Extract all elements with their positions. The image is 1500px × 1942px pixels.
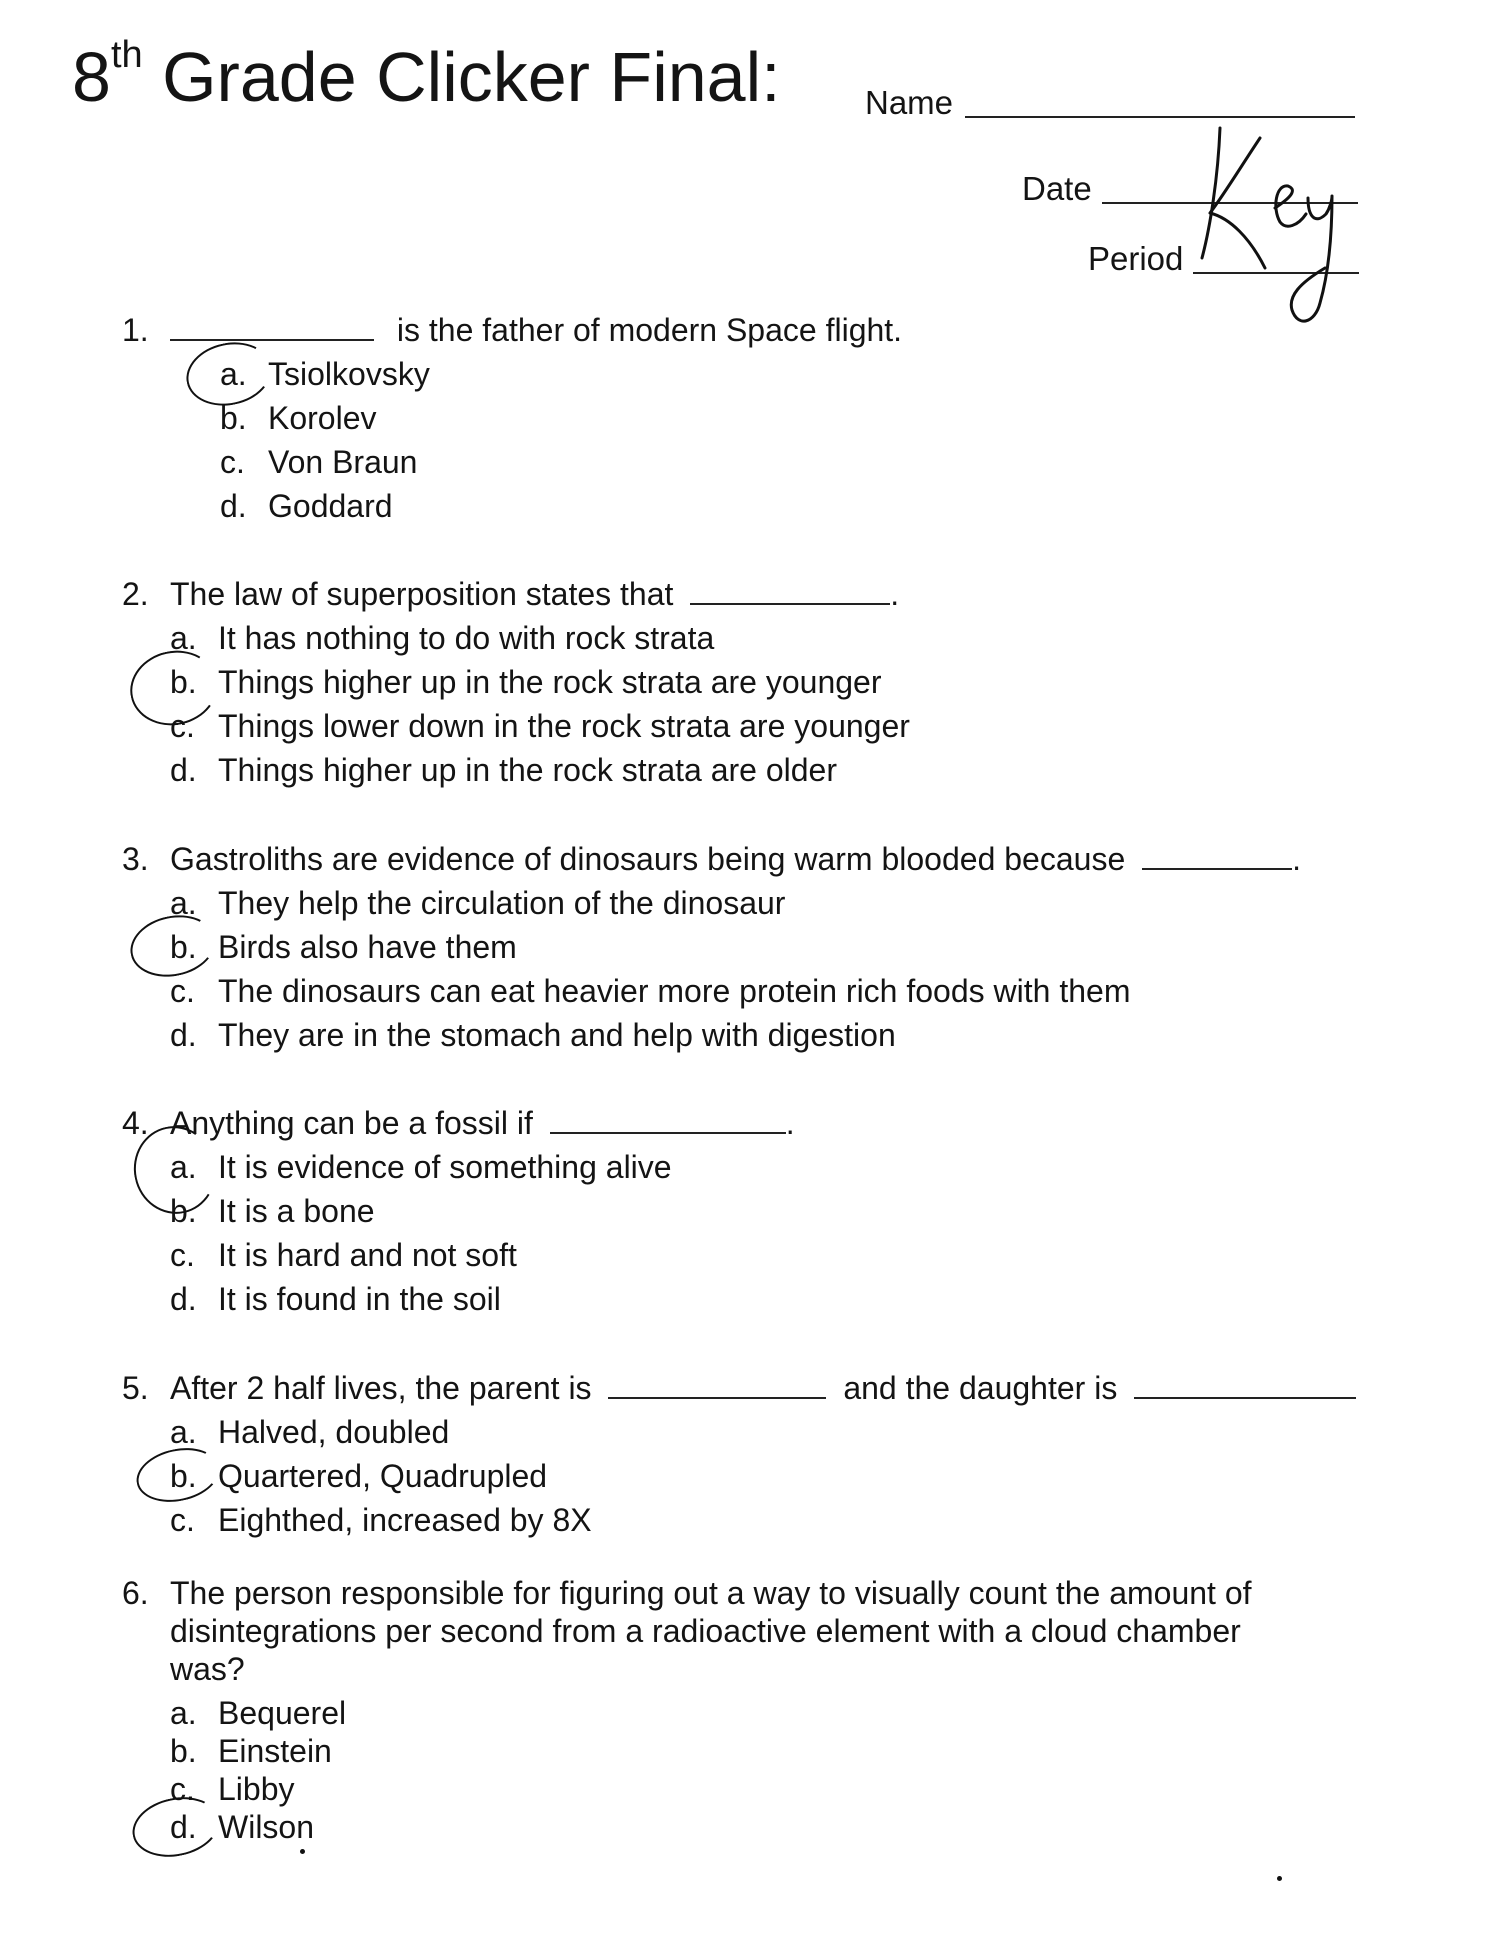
option-text: Things higher up in the rock strata are younger — [218, 664, 882, 700]
answer-circle — [132, 1441, 225, 1509]
option-text: It is found in the soil — [218, 1281, 501, 1317]
option-b — [170, 928, 517, 966]
option-c — [170, 1236, 517, 1274]
option-letter: c. — [170, 1502, 195, 1538]
option-a — [170, 1148, 672, 1186]
stem-text: After 2 half lives, the parent is — [170, 1370, 592, 1406]
option-a — [170, 1694, 346, 1732]
option-letter: a. — [170, 1695, 197, 1731]
stem-end: . — [785, 1105, 795, 1141]
answer-blank — [550, 1106, 786, 1134]
stem-text: The law of superposition states that — [170, 576, 674, 612]
option-letter: b. — [220, 400, 247, 436]
option-c — [170, 972, 1130, 1010]
option-c — [170, 707, 910, 745]
period-field — [1088, 240, 1183, 278]
question-stem — [170, 1369, 1356, 1407]
option-letter: c. — [220, 444, 245, 480]
question-stem — [170, 1104, 795, 1142]
stem-text: Anything can be a fossil if — [170, 1105, 533, 1141]
option-text: Goddard — [268, 488, 393, 524]
answer-blank-daughter — [1134, 1371, 1356, 1399]
page-title — [72, 34, 781, 116]
option-c — [220, 443, 417, 481]
option-text: The dinosaurs can eat heavier more protein rich foods with them — [218, 973, 1131, 1009]
option-text: Things higher up in the rock strata are older — [218, 752, 837, 788]
stem-text: Gastroliths are evidence of dinosaurs being warm blooded because — [170, 841, 1126, 877]
question-stem: The person responsible for figuring out a way to visually count the amount of disintegrations per second from a radioactive element with a cloud chamber was? — [170, 1575, 1252, 1687]
question-stem — [170, 311, 902, 349]
option-letter: b. — [170, 929, 197, 965]
title-text: Grade Clicker Final: — [142, 38, 781, 116]
question-number: 1. — [122, 312, 149, 348]
option-text: It is evidence of something alive — [218, 1149, 672, 1185]
option-text: They help the circulation of the dinosaur — [218, 885, 786, 921]
option-text: Eighthed, increased by 8X — [218, 1502, 592, 1538]
answer-blank — [690, 577, 890, 605]
question-number: 2. — [122, 576, 149, 612]
option-text: Einstein — [218, 1733, 332, 1769]
scan-speck — [300, 1849, 305, 1854]
title-grade-number: 8 — [72, 38, 111, 116]
option-letter: a. — [170, 620, 197, 656]
option-text: Things lower down in the rock strata are younger — [218, 708, 910, 744]
option-d — [170, 1016, 896, 1054]
option-text: It is a bone — [218, 1193, 375, 1229]
option-letter: a. — [170, 885, 197, 921]
option-text: Tsiolkovsky — [268, 356, 430, 392]
option-letter: a. — [220, 356, 247, 392]
question-number: 5. — [122, 1370, 149, 1406]
answer-blank — [170, 313, 374, 341]
option-text: Wilson — [218, 1809, 315, 1845]
option-text: It is hard and not soft — [218, 1237, 517, 1273]
stem-middle: and the daughter is — [843, 1370, 1118, 1406]
option-letter: b. — [170, 664, 197, 700]
question-stem — [170, 840, 1301, 878]
option-letter: b. — [170, 1458, 197, 1494]
title-ordinal-suffix: th — [110, 34, 143, 76]
option-a — [170, 1413, 449, 1451]
option-d — [220, 487, 393, 525]
option-letter: d. — [170, 1017, 197, 1053]
option-d — [170, 1280, 501, 1318]
option-b — [170, 663, 881, 701]
option-a — [170, 884, 785, 922]
handwritten-key-signature — [1180, 118, 1380, 338]
stem-end: . — [1292, 841, 1302, 877]
option-b — [170, 1732, 332, 1770]
option-text: Halved, doubled — [218, 1414, 450, 1450]
option-letter: d. — [220, 488, 247, 524]
option-text: Von Braun — [268, 444, 418, 480]
option-d — [170, 751, 837, 789]
option-a — [170, 619, 714, 657]
date-label: Date — [1022, 170, 1092, 207]
option-letter: d. — [170, 752, 197, 788]
scan-speck — [1277, 1876, 1282, 1881]
option-b — [220, 399, 377, 437]
option-b — [170, 1457, 547, 1495]
stem-text: is the father of modern Space flight. — [396, 312, 903, 348]
answer-blank-parent — [608, 1371, 826, 1399]
option-text: Korolev — [268, 400, 377, 436]
question-stem — [170, 575, 899, 613]
option-text: Libby — [218, 1771, 295, 1807]
question-number: 6. — [122, 1575, 149, 1611]
option-c — [170, 1501, 592, 1539]
question-number: 3. — [122, 841, 149, 877]
option-letter: c. — [170, 973, 195, 1009]
option-letter: b. — [170, 1193, 197, 1229]
option-letter: d. — [170, 1281, 197, 1317]
option-text: It has nothing to do with rock strata — [218, 620, 715, 656]
name-field — [865, 84, 953, 122]
stem-end: . — [890, 576, 900, 612]
option-text: Birds also have them — [218, 929, 517, 965]
option-letter: c. — [170, 1771, 195, 1807]
option-letter: a. — [170, 1149, 197, 1185]
option-text: Quartered, Quadrupled — [218, 1458, 548, 1494]
option-letter: a. — [170, 1414, 197, 1450]
period-label: Period — [1088, 240, 1184, 277]
option-letter: c. — [170, 1237, 195, 1273]
question-number: 4. — [122, 1105, 149, 1141]
option-letter: c. — [170, 708, 195, 744]
option-letter: b. — [170, 1733, 197, 1769]
option-text: Bequerel — [218, 1695, 347, 1731]
date-field — [1022, 170, 1092, 208]
answer-blank — [1142, 842, 1292, 870]
name-label: Name — [865, 84, 954, 121]
option-text: They are in the stomach and help with digestion — [218, 1017, 896, 1053]
option-letter: d. — [170, 1809, 197, 1845]
